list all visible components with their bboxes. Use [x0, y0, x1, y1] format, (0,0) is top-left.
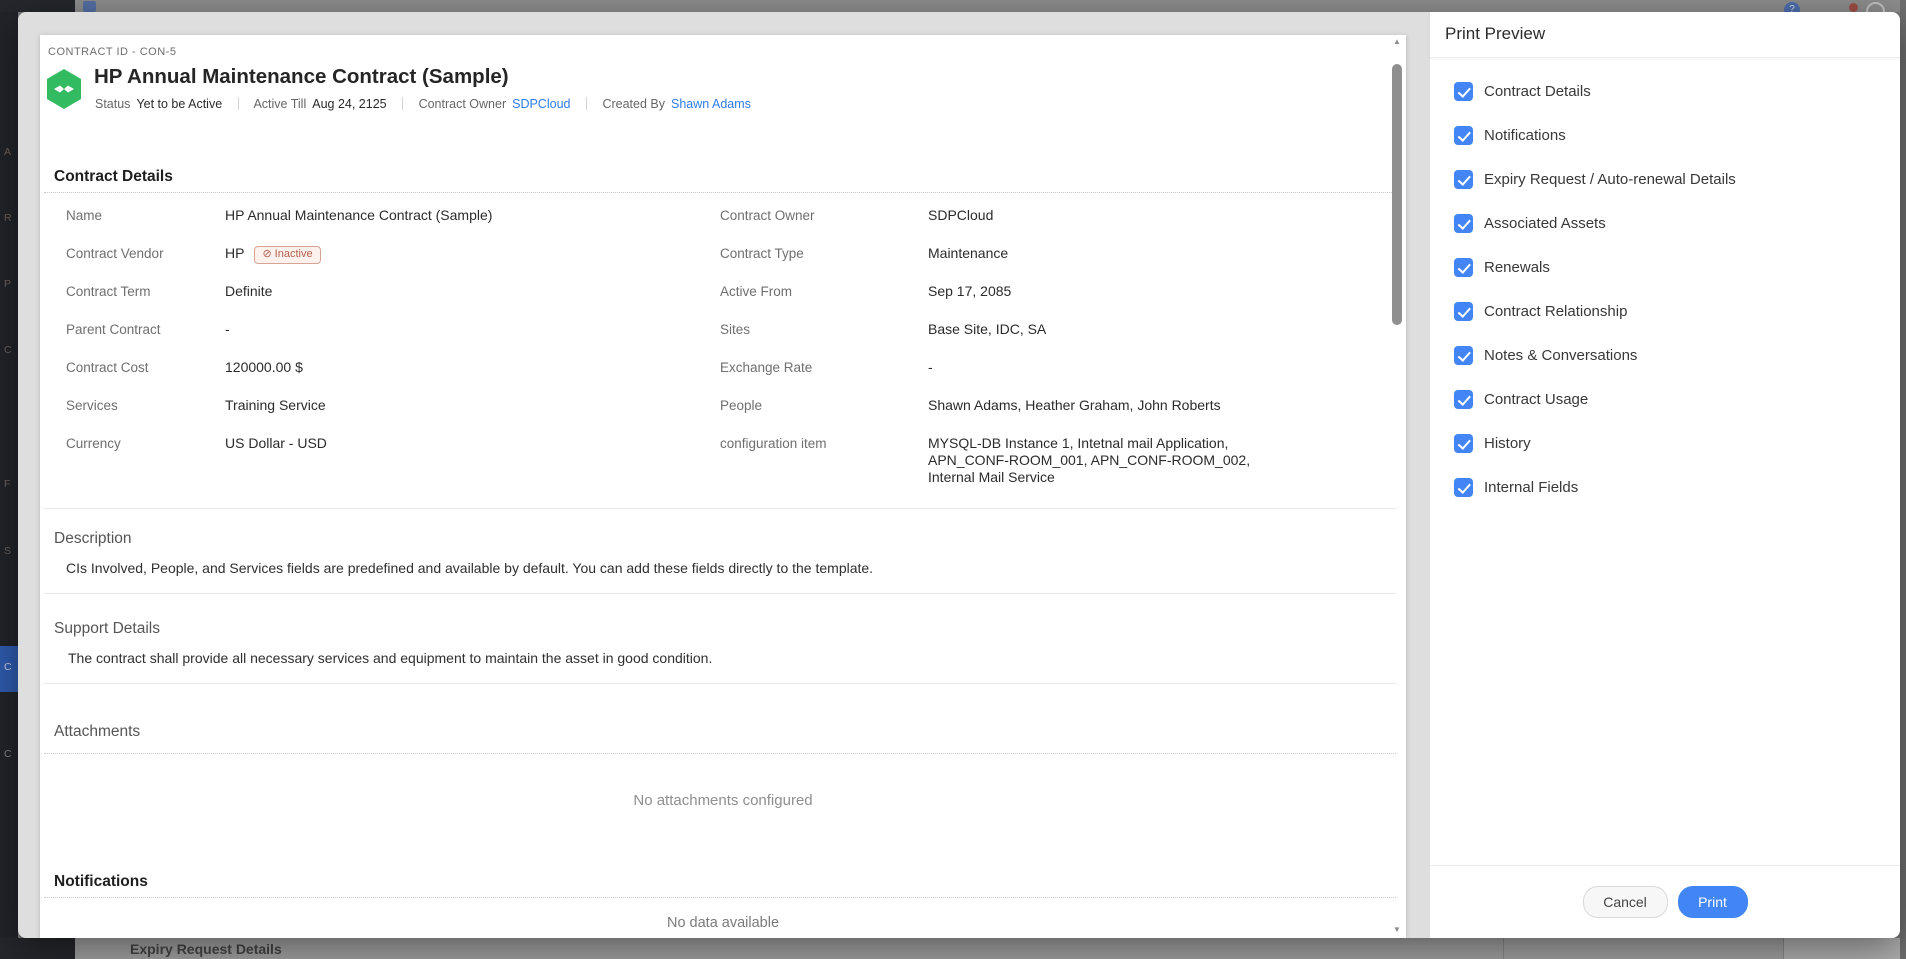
print-option-renewals[interactable]: [1454, 258, 1736, 277]
support-body: The contract shall provide all necessary services and equipment to maintain the asset in good condition.: [68, 650, 713, 666]
field-label: People: [720, 398, 763, 413]
field-label: Parent Contract: [66, 322, 161, 337]
checkbox-checked-icon[interactable]: [1454, 390, 1473, 409]
section-heading-attachments: Attachments: [54, 723, 141, 740]
overlay-right-strip: [1900, 0, 1906, 959]
field-row: [720, 245, 1400, 283]
field-row: [720, 359, 1400, 397]
sidebar-item-label: P: [4, 278, 12, 290]
option-label: Contract Details: [1484, 83, 1591, 100]
option-label: Internal Fields: [1484, 479, 1579, 496]
section-heading-support: Support Details: [54, 620, 160, 637]
underlying-divider: [1503, 938, 1504, 959]
field-label: Contract Term: [66, 284, 151, 299]
sidebar-item-label: C: [4, 661, 12, 673]
print-option-contract-relationship[interactable]: [1454, 302, 1736, 321]
section-divider: [44, 683, 1396, 684]
created-by-label: Created By: [602, 97, 665, 111]
preview-scrollbar[interactable]: [1389, 35, 1405, 938]
checkbox-checked-icon[interactable]: [1454, 478, 1473, 497]
contract-document: [40, 35, 1406, 938]
field-row: [720, 435, 1400, 486]
sidebar-bottom-block: [0, 938, 75, 959]
print-option-contract-usage[interactable]: [1454, 390, 1736, 409]
inactive-badge: ⊘ Inactive: [254, 246, 320, 264]
field-row: [720, 283, 1400, 321]
dotted-rule: [44, 897, 1396, 898]
description-body: CIs Involved, People, and Services fields are predefined and available by default. You can add these fields directly to the template.: [66, 560, 874, 576]
field-label: Sites: [720, 322, 751, 337]
sidebar-item-label: F: [4, 478, 11, 490]
field-label: Contract Type: [720, 246, 804, 261]
print-options-panel: [1430, 12, 1900, 938]
field-row: [720, 397, 1400, 435]
owner-label: Contract Owner: [418, 97, 507, 111]
field-label: Contract Cost: [66, 360, 149, 375]
slash-circle-icon: ⊘: [262, 248, 272, 260]
app-topbar-dimmed: [0, 0, 1906, 12]
field-row: [66, 435, 676, 473]
field-value: -: [225, 321, 230, 337]
field-value: Training Service: [225, 397, 326, 413]
checkbox-checked-icon[interactable]: [1454, 346, 1473, 365]
attachments-empty-text: No attachments configured: [633, 792, 813, 809]
field-value: 120000.00 $: [225, 359, 303, 375]
print-option-associated-assets[interactable]: [1454, 214, 1736, 233]
section-divider: [44, 593, 1396, 594]
field-label: Exchange Rate: [720, 360, 813, 375]
owner-link[interactable]: SDPCloud: [512, 97, 571, 111]
divider: [402, 97, 403, 110]
print-option-history[interactable]: [1454, 434, 1736, 453]
field-row: [66, 207, 676, 245]
field-value: US Dollar - USD: [225, 435, 327, 451]
print-option-contract-details[interactable]: [1454, 82, 1736, 101]
fields-left-column: [66, 207, 676, 473]
scroll-down-icon[interactable]: ▼: [1393, 925, 1401, 934]
status-value: Yet to be Active: [136, 97, 223, 111]
checkbox-checked-icon[interactable]: [1454, 302, 1473, 321]
field-value: -: [928, 359, 933, 375]
checkbox-checked-icon[interactable]: [1454, 258, 1473, 277]
field-row: [66, 245, 676, 283]
print-options-list: [1454, 82, 1736, 522]
sidebar-item-label: C: [4, 748, 12, 760]
sidebar-item-label: S: [4, 545, 12, 557]
checkbox-checked-icon[interactable]: [1454, 434, 1473, 453]
field-value: SDPCloud: [928, 207, 994, 223]
notification-dot-icon: [1849, 3, 1858, 12]
field-row: [720, 321, 1400, 359]
sidebar-item-label: C: [4, 344, 12, 356]
section-divider: [44, 508, 1396, 509]
option-label: History: [1484, 435, 1531, 452]
option-label: Contract Usage: [1484, 391, 1589, 408]
help-icon: ?: [1784, 2, 1800, 12]
sidebar-item-label: A: [4, 146, 12, 158]
divider: [238, 97, 239, 110]
active-till-value: Aug 24, 2125: [312, 97, 387, 111]
print-option-internal-fields[interactable]: [1454, 478, 1736, 497]
panel-footer: [1430, 865, 1900, 938]
field-label: Contract Vendor: [66, 246, 164, 261]
contract-id: CONTRACT ID - CON-5: [48, 46, 177, 58]
field-row: [66, 283, 676, 321]
option-label: Expiry Request / Auto-renewal Details: [1484, 171, 1736, 188]
scroll-up-icon[interactable]: ▲: [1393, 37, 1401, 46]
field-value: HP Annual Maintenance Contract (Sample): [225, 207, 493, 223]
status-label: Status: [95, 97, 131, 111]
contract-title: HP Annual Maintenance Contract (Sample): [94, 65, 509, 88]
contract-meta-row: [95, 97, 751, 111]
field-value: MYSQL-DB Instance 1, Intetnal mail Application, APN_CONF-ROOM_001, APN_CONF-ROOM_002, Internal Mail Service: [928, 435, 1251, 485]
field-value: HP ⊘ Inactive: [225, 245, 321, 264]
section-heading-contract-details: Contract Details: [54, 168, 173, 185]
checkbox-checked-icon[interactable]: [1454, 214, 1473, 233]
document-preview-area: [18, 12, 1430, 938]
underlying-panel-edge: [1783, 938, 1900, 959]
print-option-expiry-auto-renewal[interactable]: [1454, 170, 1736, 189]
app-logo-icon: [83, 1, 96, 12]
field-value: Maintenance: [928, 245, 1009, 261]
field-value: Definite: [225, 283, 273, 299]
field-label: Currency: [66, 436, 121, 451]
panel-header: [1430, 12, 1900, 58]
field-row: [66, 359, 676, 397]
divider: [586, 97, 587, 110]
field-row: [720, 207, 1400, 245]
field-value: Base Site, IDC, SA: [928, 321, 1047, 337]
field-value: Sep 17, 2085: [928, 283, 1012, 299]
field-label: configuration item: [720, 436, 827, 451]
scrollbar-thumb[interactable]: [1392, 64, 1402, 325]
field-row: [66, 397, 676, 435]
underlying-section-title: Expiry Request Details: [130, 941, 282, 957]
notifications-empty-text: No data available: [666, 915, 780, 931]
active-till-label: Active Till: [253, 97, 307, 111]
option-label: Contract Relationship: [1484, 303, 1628, 320]
option-label: Notifications: [1484, 127, 1566, 144]
print-option-notifications[interactable]: [1454, 126, 1736, 145]
fields-right-column: [720, 207, 1400, 486]
option-label: Notes & Conversations: [1484, 347, 1638, 364]
option-label: Associated Assets: [1484, 215, 1606, 232]
print-preview-modal: [18, 12, 1900, 938]
contract-hexagon-icon: [47, 69, 81, 109]
field-label: Services: [66, 398, 118, 413]
handshake-icon: [52, 82, 76, 96]
cancel-button[interactable]: Cancel: [1583, 886, 1668, 918]
sidebar-item-active[interactable]: [0, 646, 18, 692]
print-option-notes-conversations[interactable]: [1454, 346, 1736, 365]
field-label: Contract Owner: [720, 208, 815, 223]
checkbox-checked-icon[interactable]: [1454, 82, 1473, 101]
sidebar-top-block: [0, 0, 75, 12]
field-row: [66, 321, 676, 359]
dotted-rule: [44, 192, 1396, 193]
created-by-link[interactable]: Shawn Adams: [670, 97, 751, 111]
section-heading-description: Description: [54, 530, 132, 547]
print-button[interactable]: Print: [1678, 886, 1748, 918]
checkbox-checked-icon[interactable]: [1454, 170, 1473, 189]
sidebar-item-label: R: [4, 212, 12, 224]
checkbox-checked-icon[interactable]: [1454, 126, 1473, 145]
app-sidebar-dimmed: [0, 0, 18, 959]
section-heading-notifications: Notifications: [54, 873, 148, 890]
option-label: Renewals: [1484, 259, 1550, 276]
avatar-icon: [1866, 2, 1885, 12]
underlying-divider: [1783, 938, 1784, 959]
panel-title: Print Preview: [1445, 24, 1546, 43]
underlying-page-strip: [75, 938, 1900, 959]
field-label: Active From: [720, 284, 793, 299]
field-value: Shawn Adams, Heather Graham, John Roberts: [928, 397, 1221, 413]
field-label: Name: [66, 208, 103, 223]
dotted-rule: [44, 753, 1396, 754]
